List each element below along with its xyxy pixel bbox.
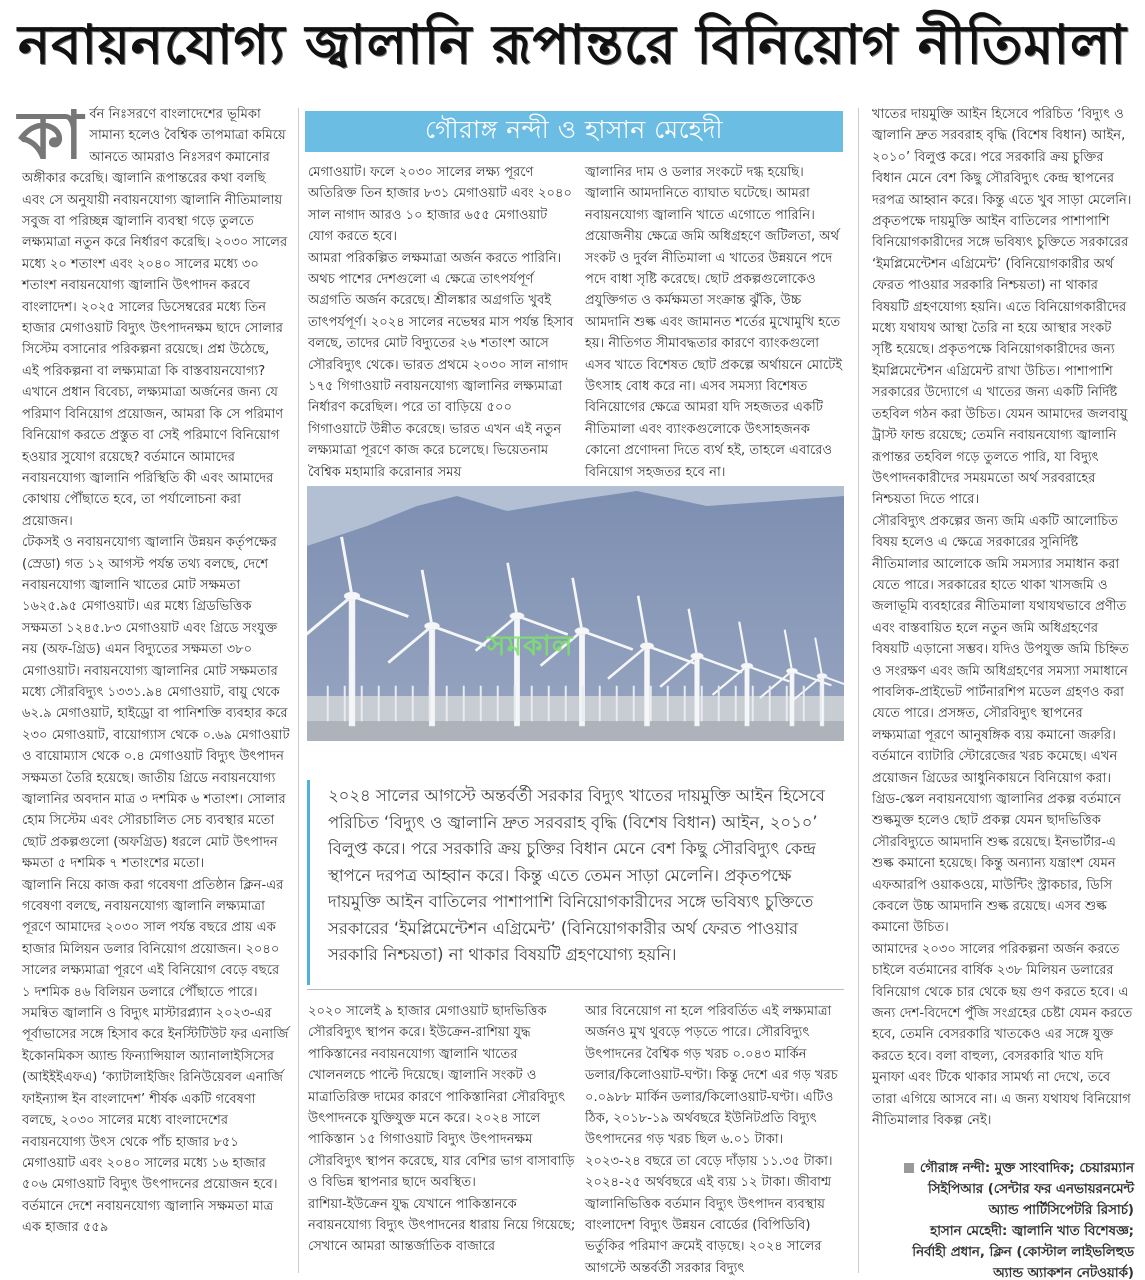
turbine-hub: [741, 663, 753, 669]
column-divider: [858, 108, 859, 1273]
distant-turbine: [684, 686, 686, 721]
paragraph: জ্বালানির দাম ও ডলার সংকটে দগ্ধ হয়েছি। জ্বালানি আমদানিতে ব্যাঘাত ঘটেছে। আমরা নবায়নযোগ্য জ্বালানি খাতে এগোতে পারিনি। প্রয়োজনীয় ক্ষেত্রে জমি অধিগ্রহণে জটিলতা, অর্থ সংকট ও দুর্বল নীতিমালা এ খাতের উন্নয়নে পদে পদে বাধা সৃষ্টি করেছে। ছোট প্রকল্পগুলোকেও প্রযুক্তিগত ও কর্মক্ষমতা সংক্রান্ত ঝুঁকি, উচ্চ আমদানি শুল্ক এবং জামানত শর্তের মুখোমুখি হতে হয়। নীতিগত সীমাবদ্ধতার কারণে ব্যাংকগুলো এসব খাতে বিশেষত ছোট প্রকল্পে অর্থায়নে মোটেই উৎসাহ বোধ করে না। এসব সমস্যা বিশেষত বিনিয়োগের ক্ষেত্রে আমরা যদি সহজতর একটি নীতিমালা এবং ব্যাংকগুলোকে উৎসাহজনক কোনো প্রণোদনা দিতে ব্যর্থ হই, তাহলে এবারেও বিনিয়োগ সহজতর হবে না।: [585, 165, 843, 480]
distant-turbine: [327, 686, 329, 721]
distant-turbine: [361, 686, 363, 721]
article-column-bottom1: [308, 1001, 576, 1258]
paragraph: [18, 97, 290, 532]
author-bios: [872, 1158, 1134, 1280]
paragraph: আর বিনেয়োগ না হলে পরিবর্তিত এই লক্ষ্যমাত্রা অর্জনও মুখ থুবড়ে পড়তে পারে। সৌরবিদ্যুৎ উৎপাদনের বৈশ্বিক গড় খরচ ০.০৪৩ মার্কিন ডলার/কিলোওয়াট-ঘণ্টা। কিন্তু দেশে এর গড় খরচ ০.০৯৮৮ মার্কিন ডলার/কিলোওয়াট-ঘণ্টা। এটিও ঠিক, ২০১৮-১৯ অর্থবছরে ইউনিটপ্রতি বিদ্যুৎ উৎপাদনের গড় খরচ ছিল ৬.০১ টাকা। ২০২৩-২৪ বছরে তা বেড়ে দাঁড়ায় ১১.৩৫ টাকা। ২০২৪-২৫ অর্থবছরে এই ব্যয় ১২ টাকা। জীবাশ্ম জ্বালানিভিত্তিক বর্তমান বিদ্যুৎ উৎপাদন ব্যবস্থায় বাংলাদেশ বিদ্যুৎ উন্নয়ন বোর্ডের (বিপিডিবি) ভর্তুকির পরিমাণ ক্রমেই বাড়ছে। ২০২৪ সালের আগস্টে অন্তর্বর্তী সরকার বিদ্যুৎ: [585, 1004, 838, 1276]
turbine-hub: [640, 643, 654, 650]
watermark: সমকাল: [487, 629, 574, 662]
turbine-hub: [424, 622, 439, 630]
distant-turbine: [412, 686, 414, 721]
turbine-tower: [745, 666, 750, 726]
turbine-tower: [695, 656, 700, 726]
distant-turbine: [752, 686, 754, 721]
foreground: [307, 721, 844, 741]
turbine-hub: [344, 592, 360, 600]
paragraph: রাশিয়া-ইউক্রেন যুদ্ধ যেখানে পাকিস্তানকে নবায়নযোগ্য বিদ্যুৎ উৎপাদনের ধারায় নিয়ে গিয়েছে; সেখানে আমরা আন্তর্জাতিক বাজারে: [308, 1196, 576, 1255]
distant-turbine: [650, 686, 652, 721]
article-column-mid1: [308, 162, 574, 483]
turbine-hub: [510, 612, 524, 619]
distant-turbine: [582, 686, 584, 721]
distant-turbine: [446, 686, 448, 721]
bullet-square-icon: [904, 1163, 914, 1173]
headline: নবায়নযোগ্য জ্বালানি রূপান্তরে বিনিয়োগ নীতিমালা: [18, 12, 1127, 76]
paragraph: মেগাওয়াট। ফলে ২০৩০ সালের লক্ষ্য পূরণে অতিরিক্ত তিন হাজার ৮৩১ মেগাওয়াট এবং ২০৪০ সাল নাগাদ আরও ১০ হাজার ৬৫৫ মেগাওয়াট যোগ করতে হবে।: [308, 165, 572, 245]
pull-quote-divider: [307, 989, 844, 990]
paragraph: টেকসই ও নবায়নযোগ্য জ্বালানি উন্নয়ন কর্তৃপক্ষের (স্রেডা) গত ১২ আগস্ট পর্যন্ত তথ্য বলছে, দেশে নবায়নযোগ্য জ্বালানি খাতের মোট সক্ষমতা ১৬২৫.৯৫ মেগাওয়াট। এর মধ্যে গ্রিডভিত্তিক সক্ষমতা ১২৪৫.৮৩ মেগাওয়াট এবং গ্রিডে সংযুক্ত নয় (অফ-গ্রিড) এমন বিদ্যুতের সক্ষমতা ৩৮০ মেগাওয়াট। নবায়নযোগ্য জ্বালানির মোট সক্ষমতার মধ্যে সৌরবিদ্যুৎ ১৩৩১.৯৪ মেগাওয়াট, বায়ু থেকে ৬২.৯ মেগাওয়াট, হাইড্রো বা পানিশক্তি ব্যবহার করে ২৩০ মেগাওয়াট, বায়োগ্যাস থেকে ০.৬৯ মেগাওয়াট ও বায়োম্যাস থেকে ০.৪ মেগাওয়াট বিদ্যুৎ উৎপাদন সক্ষমতা তৈরি হয়েছে। জাতীয় গ্রিডে নবায়নযোগ্য জ্বালানির অবদান মাত্র ৩ দশমিক ৬ শতাংশ। সোলার হোম সিস্টেম এবং সৌরচালিত সেচ ব্যবস্থার মতো ছোট প্রকল্পগুলো (অফগ্রিড) ধরলে মোট উৎপাদন ক্ষমতা ৫ দশমিক ৭ শতাংশের মতো।: [22, 535, 290, 872]
distant-turbine: [548, 686, 550, 721]
author-bio-line: নির্বাহী প্রধান, ক্লিন (কোস্টাল লাইভলিহুড: [912, 1245, 1134, 1260]
paragraph: ২০২০ সালেই ৯ হাজার মেগাওয়াট ছাদভিত্তিক সৌরবিদ্যুৎ স্থাপন করে। ইউক্রেন-রাশিয়া যুদ্ধ পাকিস্তানের নবায়নযোগ্য জ্বালানি খাতের খোলনলচে পাল্টে দিয়েছে। জ্বালানি সংকট ও মাত্রাতিরিক্ত দামের কারণে পাকিস্তানিরা সৌরবিদ্যুৎ উৎপাদনকে যুক্তিযুক্ত মনে করে। ২০২৪ সালে পাকিস্তান ১৫ গিগাওয়াট বিদ্যুৎ উৎপাদনক্ষম সৌরবিদ্যুৎ স্থাপন করেছে, যার বেশির ভাগ বাসাবাড়ি ও বিভিন্ন স্থাপনার ছাদে অবস্থিত।: [308, 1004, 575, 1191]
distant-turbine: [616, 686, 618, 721]
turbine-tower: [349, 596, 355, 726]
paragraph: আমরা পরিকল্পিত লক্ষমাত্রা অর্জন করতে পারিনি। অথচ পাশের দেশগুলো এ ক্ষেত্রে তাৎপর্যপূর্ণ অগ্রগতি অর্জন করেছে। শ্রীলঙ্কার অগ্রগতি খুবই তাৎপর্যপূর্ণ। ২০২৪ সালের নভেম্বর মাস পর্যন্ত হিসাব বলছে, তাদের মোট বিদ্যুতের ২৬ শতাংশ আসে সৌরবিদ্যুৎ থেকে। ভারত প্রথমে ২০৩০ সাল নাগাদ ১৭৫ গিগাওয়াট নবায়নযোগ্য জ্বালানির লক্ষ্যমাত্রা নির্ধারণ করেছিল। পরে তা বাড়িয়ে ৫০০ গিগাওয়াটে উন্নীত করেছে। ভারত এখন এই নতুন লক্ষ্যমাত্রা পূরণে কাজ করে চলেছে। ভিয়েতনাম বৈশ্বিক মহামারি করোনার সময়: [308, 250, 574, 480]
distant-turbine: [497, 686, 499, 721]
article-column-bottom2: [585, 1001, 843, 1279]
turbine-hub: [817, 673, 827, 678]
photo-illustration: [307, 486, 844, 741]
distant-turbine: [633, 686, 635, 721]
paragraph: আমাদের ২০৩০ সালের পরিকল্পনা অর্জন করতে চাইলে বর্তমানের বার্ষিক ২৩৮ মিলিয়ন ডলারের বিনিয়োগ থেকে চার থেকে ছয় গুণ করতে হবে। এ জন্য দেশ-বিদেশে পুঁজি সংগ্রহের চেষ্টা যেমন করতে হবে, তেমনি বেসরকারি খাতকেও এর সঙ্গে যুক্ত করতে হবে। বলা বাহুল্য, বেসরকারি খাত যদি মুনাফা এবং টিকে থাকার সামর্থ্য না দেখে, তবে তারা এগিয়ে আসবে না। এ জন্য যথাযথ বিনিয়োগ নীতিমালার বিকল্প নেই।: [872, 941, 1133, 1129]
byline-banner: গৌরাঙ্গ নন্দী ও হাসান মেহেদী: [305, 111, 843, 152]
distant-turbine: [344, 686, 346, 721]
distant-turbine: [701, 686, 703, 721]
distant-turbine: [820, 686, 822, 721]
distant-turbine: [514, 686, 516, 721]
author-bio-line: সিইপিআর (সেন্টার ফর এনভায়রনমেন্ট: [927, 1182, 1134, 1197]
paragraph: সৌরবিদ্যুৎ প্রকল্পের জন্য জমি একটি আলোচিত বিষয় হলেও এ ক্ষেত্রে সরকারের সুনির্দিষ্ট নীতিমালার আলোকে জমি সমস্যার সমাধান করা যেতে পারে। সরকারের হাতে থাকা খাসজমি ও জলাভূমি ব্যবহারের নীতিমালা যথাযথভাবে প্রণীত এবং বাস্তবায়িত হলে নতুন জমি অধিগ্রহণের বিষয়টি এড়ানো সম্ভব। যদিও উপযুক্ত জমি চিহ্নিত ও সংরক্ষণ এবং জমি অধিগ্রহণের সমস্যা সমাধানে পাবলিক-প্রাইভেট পার্টনারশিপ মডেল গ্রহণও করা যেতে পারে। প্রসঙ্গত, সৌরবিদ্যুৎ স্থাপনের লক্ষ্যমাত্রা পূরণে আনুষঙ্গিক ব্যয় কমানো জরুরি। বর্তমানে ব্যাটারি স্টোরেজের খরচ কমেছে। এখন প্রয়োজন গ্রিডের আধুনিকায়নে বিনিয়োগ করা। গ্রিড-স্কেল নবায়নযোগ্য জ্বালানির প্রকল্প বর্তমানে শুল্কমুক্ত হলেও ছোট প্রকল্প যেমন ছাদভিত্তিক সৌরবিদ্যুতে আমদানি শুল্ক রয়েছে। ইনভার্টার-এ শুল্ক কমানো হয়েছে। কিন্তু অন্যান্য যন্ত্রাংশ যেমন এফআরপি ওয়াকওয়ে, মাউন্টিং স্ট্রাকচার, ডিসি কেবলে উচ্চ আমদানি শুল্ক রয়েছে। এসব শুল্ক কমানো উচিত।: [872, 513, 1129, 936]
distant-turbine: [803, 686, 805, 721]
distant-turbine: [667, 686, 669, 721]
author-bio-line: অ্যান্ড পার্টিসিপেটরি রিসার্চ): [988, 1203, 1134, 1218]
distant-turbine: [786, 686, 788, 721]
column-divider: [298, 108, 299, 1273]
paragraph: খাতের দায়মুক্তি আইন হিসেবে পরিচিত ‘বিদ্যুৎ ও জ্বালানি দ্রুত সরবরাহ বৃদ্ধি (বিশেষ বিধান) আইন, ২০১০’ বিলুপ্ত করে। পরে সরকারি ক্রয় চুক্তির বিধান মেনে বেশ কিছু সৌরবিদ্যুৎ কেন্দ্র স্থাপনের দরপত্র আহ্বান করে। কিন্তু এতে খুব সাড়া মেলেনি। প্রকৃতপক্ষে দায়মুক্তি আইন বাতিলের পাশাপাশি বিনিয়োগকারীদের সঙ্গে ভবিষ্যৎ চুক্তিতে সরকারের ‘ইমপ্লিমেন্টেশন এগ্রিমেন্ট’ (বিনিয়োগকারীর অর্থ ফেরত পাওয়ার সরকারি নিশ্চয়তা) না থাকার বিষয়টি গ্রহণযোগ্য হয়নি। এতে বিনিয়োগকারীদের মধ্যে যথাযথ আস্থা তৈরি না হয়ে আস্থার সংকট সৃষ্টি হয়েছে। প্রকৃতপক্ষে বিনিয়োগকারীদের জন্য ইমপ্লিমেন্টেশন এগ্রিমেন্ট রাখা উচিত। পাশাপাশি সরকারের উদ্যোগে এ খাতের জন্য একটি নির্দিষ্ট তহবিল গঠন করা উচিত। যেমন আমাদের জলবায়ু ট্রাস্ট ফান্ড রয়েছে; তেমনি নবায়নযোগ্য জ্বালানি রূপান্তর তহবিল গড়ে তুলতে পারি, যা বিদ্যুৎ উৎপাদনকারীদের সময়মতো অর্থ সরবরাহের নিশ্চয়তা দিতে পারে।: [872, 107, 1132, 508]
article-column-mid2: [585, 162, 843, 483]
distant-turbine: [429, 686, 431, 721]
turbine-hub: [575, 627, 589, 634]
distant-turbine: [718, 686, 720, 721]
distant-turbine: [769, 686, 771, 721]
turbine-hub: [691, 653, 704, 659]
wind-turbine-photo: [307, 486, 844, 741]
dropcap: কা: [18, 97, 84, 174]
distant-turbine: [531, 686, 533, 721]
author-bio-line: গৌরাঙ্গ নন্দী: মুক্ত সাংবাদিক; চেয়ারম্যান: [919, 1161, 1134, 1176]
distant-turbine: [395, 686, 397, 721]
distant-turbine: [480, 686, 482, 721]
author-bio-line: হাসান মেহেদী: জ্বালানি খাত বিশেষজ্ঞ;: [930, 1224, 1134, 1239]
turbine-hub: [786, 668, 797, 674]
distant-turbine: [735, 686, 737, 721]
distant-turbine: [378, 686, 380, 721]
author-bio-line: অ্যান্ড অ্যাকশন নেটওয়ার্ক): [993, 1266, 1134, 1280]
article-column-left: [18, 97, 290, 1239]
paragraph: জ্বালানি নিয়ে কাজ করা গবেষণা প্রতিষ্ঠান ক্লিন-এর গবেষণা বলছে, নবায়নযোগ্য জ্বালানি লক্ষ্যমাত্রা পূরণে আমাদের ২০৩০ সাল পর্যন্ত বছরে প্রায় এক হাজার মিলিয়ন ডলার বিনিয়োগ প্রয়োজন। ২০৪০ সালের লক্ষ্যমাত্রা পূরণে এই বিনিয়োগ বেড়ে বছরে ১ দশমিক ৪৬ বিলিয়ন ডলারে পৌঁছাতে পারে। সমন্বিত জ্বালানি ও বিদ্যুৎ মাস্টারপ্ল্যান ২০২৩-এর পূর্বাভাসের সঙ্গে হিসাব করে ইনস্টিটিউট ফর এনার্জি ইকোনমিকস অ্যান্ড ফিন্যান্সিয়াল অ্যানালাইসিসের (আইইইএফএ) ‘ক্যাটালাইজিং রিনিউয়েবল এনার্জি ফাইন্যান্স ইন বাংলাদেশ’ শীর্ষক একটি গবেষণা বলছে, ২০৩০ সালের মধ্যে বাংলাদেশের নবায়নযোগ্য উৎস থেকে পাঁচ হাজার ৮৫১ মেগাওয়াট এবং ২০৪০ সালের মধ্যে ১৬ হাজার ৫০৬ মেগাওয়াট বিদ্যুৎ উৎপাদনের প্রয়োজন হবে। বর্তমানে দেশে নবায়নযোগ্য জ্বালানি সক্ষমতা মাত্র এক হাজার ৫৫৯: [22, 877, 289, 1236]
turbine-tower: [790, 671, 794, 726]
article-column-right: [872, 104, 1134, 1132]
distant-turbine: [463, 686, 465, 721]
distant-turbine: [565, 686, 567, 721]
turbine-tower: [644, 646, 649, 726]
pull-quote: ২০২৪ সালের আগস্টে অন্তর্বর্তী সরকার বিদ্যুৎ খাতের দায়মুক্তি আইন হিসেবে পরিচিত ‘বিদ্যুৎ ও জ্বালানি দ্রুত সরবরাহ বৃদ্ধি (বিশেষ বিধান) আইন, ২০১০’ বিলুপ্ত করে। পরে সরকারি ক্রয় চুক্তির বিধান মেনে বেশ কিছু সৌরবিদ্যুৎ কেন্দ্র স্থাপনে দরপত্র আহ্বান করে। কিন্তু এতে তেমন সাড়া মেলেনি। প্রকৃতপক্ষে দায়মুক্তি আইন বাতিলের পাশাপাশি বিনিয়োগকারীদের সঙ্গে ভবিষ্যৎ চুক্তিতে সরকারের ‘ইমপ্লিমেন্টেশন এগ্রিমেন্ট’ (বিনিয়োগকারীর অর্থ ফেরত পাওয়ার সরকারি নিশ্চয়তা) না থাকার বিষয়টি গ্রহণযোগ্য হয়নি।: [307, 780, 844, 985]
distant-turbine: [599, 686, 601, 721]
paragraph-text: র্বন নিঃসরণে বাংলাদেশের ভূমিকা সামান্য হলেও বৈশ্বিক তাপমাত্রা কমিয়ে আনতে আমরাও নিঃসরণ কমানোর অঙ্গীকার করেছি। জ্বালানি রূপান্তরের কথা বলছি এবং সে অনুযায়ী নবায়নযোগ্য জ্বালানি নীতিমালায় সবুজ বা পরিচ্ছন্ন জ্বালানি ব্যবস্থা গড়ে তুলতে লক্ষ্যমাত্রা নতুন করে নির্ধারণ করেছি। ২০৩০ সালের মধ্যে ২০ শতাংশ এবং ২০৪০ সালের মধ্যে ৩০ শতাংশ নবায়নযোগ্য জ্বালানি উৎপাদন করবে বাংলাদেশ। ২০২৫ সালের ডিসেম্বরের মধ্যে তিন হাজার মেগাওয়াট বিদ্যুৎ উৎপাদনক্ষম ছাদে সোলার সিস্টেম বসানোর পরিকল্পনা রয়েছে। প্রশ্ন উঠেছে, এই পরিকল্পনা বা লক্ষ্যমাত্রা কি বাস্তবায়নযোগ্য? এখানে প্রধান বিবেচ্য, লক্ষ্যমাত্রা অর্জনের জন্য যে পরিমাণ বিনিয়োগ প্রয়োজন, আমরা কি সে পরিমাণ বিনিয়োগ করতে প্রস্তুত বা সেই পরিমাণে বিনিয়োগ হওয়ার সুযোগ রয়েছে? বর্তমানে আমাদের নবায়নযোগ্য জ্বালানি পরিস্থিতি কী এবং আমাদের কোথায় পৌঁছাতে হবে, তা পর্যালোচনা করা প্রয়োজন।: [22, 107, 288, 529]
